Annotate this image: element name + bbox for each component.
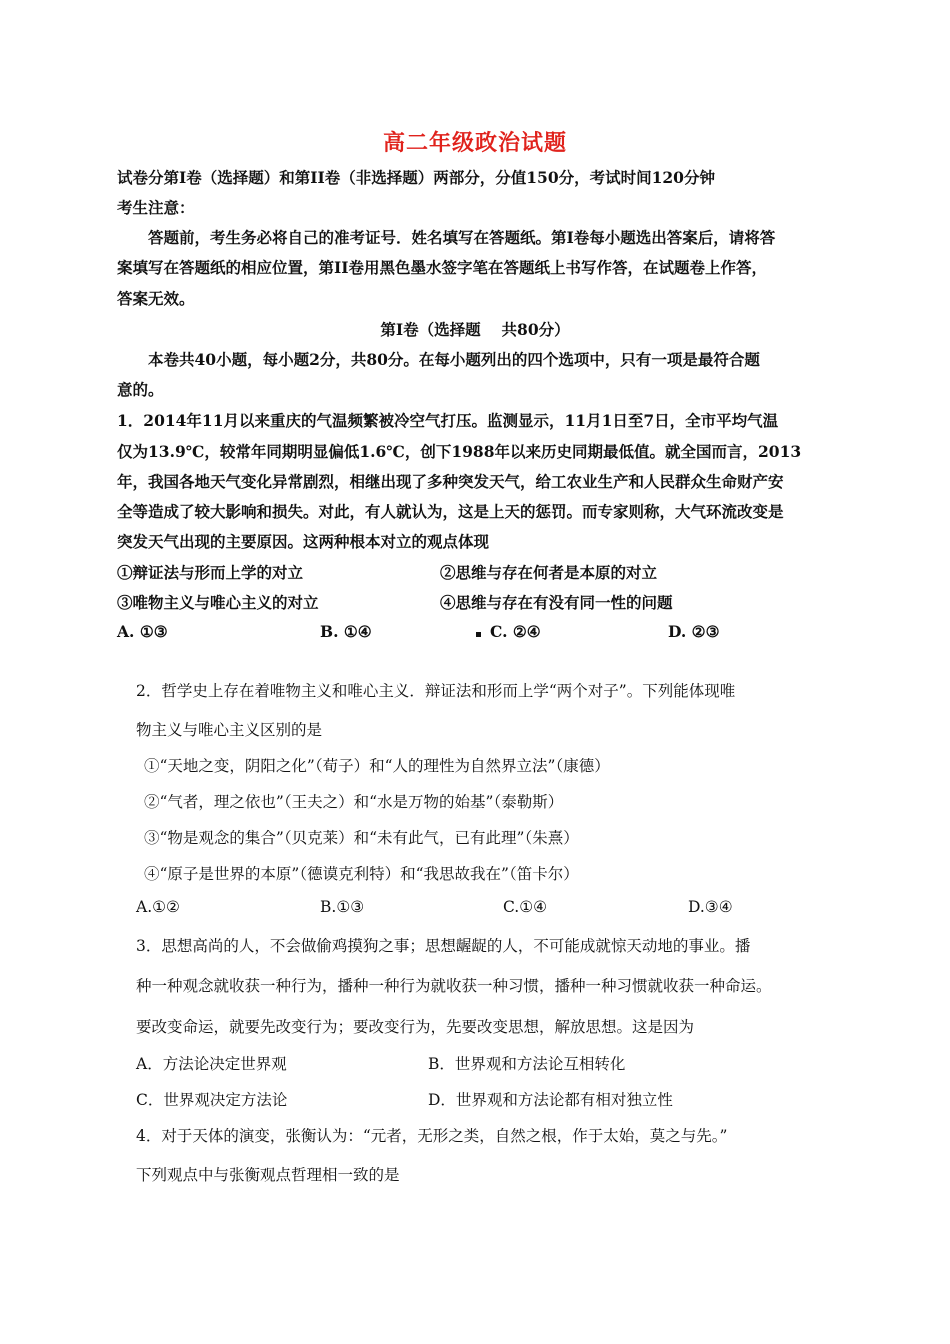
q2-option-c[interactable]: C.①④ [503,898,548,916]
q1-stem-line: 全等造成了较大影响和损失。对此，有人就认为，这是上天的惩罚。而专家则称，大气环流改变是 [117,502,784,521]
q2-stem-line: 物主义与唯心主义区别的是 [136,721,323,739]
q2-stem-line: 2．哲学史上存在着唯物主义和唯心主义．辩证法和形而上学“两个对子”。下列能体现唯 [136,682,736,700]
q1-stem-line: 仅为13.9℃，较常年同期明显偏低1.6℃，创下1988年以来历史同期最低值。就全国而言，2013 [117,442,802,461]
q3-stem-line: 种一种观念就收获一种行为，播种一种行为就收获一种习惯，播种一种习惯就收获一种命运。 [136,977,772,995]
q2-item: ②“气者，理之依也”（王夫之）和“水是万物的始基”（泰勒斯） [144,793,564,811]
page-title: 高二年级政治试题 [382,130,567,156]
q4-stem-line: 下列观点中与张衡观点哲理相一致的是 [136,1166,400,1184]
q1-item: ④思维与存在有没有同一性的问题 [440,593,673,612]
q2-option-b[interactable]: B.①③ [320,898,365,916]
q1-option-b[interactable]: B. ①④ [320,622,372,641]
q1-stem-line: 1．2014年11月以来重庆的气温频繁被冷空气打压。监测显示，11月1日至7日，全市平均气温 [117,411,779,430]
q2-item: ③“物是观念的集合”（贝克莱）和“未有此气，已有此理”（朱熹） [144,829,579,847]
notice-line: 答题前，考生务必将自己的准考证号．姓名填写在答题纸。第I卷每小题选出答案后，请将答 [148,228,776,247]
q1-item: ②思维与存在何者是本原的对立 [440,563,658,582]
q1-item: ①辩证法与形而上学的对立 [117,563,304,582]
notice-label: 考生注意： [117,198,195,217]
notice-line: 案填写在答题纸的相应位置，第II卷用黑色墨水签字笔在答题纸上书写作答，在试题卷上作答， [117,258,768,277]
q1-option-c[interactable]: C. ②④ [490,622,541,641]
section-desc: 意的。 [117,380,164,399]
q2-option-a[interactable]: A.①② [136,898,180,916]
q3-option-b[interactable]: B．世界观和方法论互相转化 [428,1055,626,1073]
q3-option-c[interactable]: C．世界观决定方法论 [136,1091,288,1109]
q2-item: ④“原子是世界的本原”（德谟克利特）和“我思故我在”（笛卡尔） [144,865,579,883]
q1-stem-line: 年，我国各地天气变化异常剧烈，相继出现了多种突发天气，给工农业生产和人民群众生命财产安 [117,472,784,491]
q3-option-a[interactable]: A．方法论决定世界观 [136,1055,287,1073]
exam-intro: 试卷分第I卷（选择题）和第II卷（非选择题）两部分，分值150分，考试时间120分钟 [117,168,715,187]
q1-option-a[interactable]: A. ①③ [117,622,168,641]
q3-stem-line: 3．思想高尚的人，不会做偷鸡摸狗之事；思想龌龊的人，不可能成就惊天动地的事业。播 [136,937,751,955]
q2-option-d[interactable]: D.③④ [688,898,733,916]
q2-item: ①“天地之变，阴阳之化”（荀子）和“人的理性为自然界立法”（康德） [144,757,610,775]
section-heading: 第I卷（选择题 共80分） [380,320,570,339]
stray-dot [476,632,481,637]
q4-stem-line: 4．对于天体的演变，张衡认为：“元者，无形之类，自然之根，作于太始，莫之与先。” [136,1127,728,1145]
q1-item: ③唯物主义与唯心主义的对立 [117,593,319,612]
q1-option-d[interactable]: D. ②③ [668,622,720,641]
section-desc: 本卷共40小题，每小题2分，共80分。在每小题列出的四个选项中，只有一项是最符合题 [148,350,760,369]
q3-option-d[interactable]: D．世界观和方法论都有相对独立性 [428,1091,673,1109]
q1-stem-line: 突发天气出现的主要原因。这两种根本对立的观点体现 [117,532,490,551]
notice-line: 答案无效。 [117,289,195,308]
q3-stem-line: 要改变命运，就要先改变行为；要改变行为，先要改变思想，解放思想。这是因为 [136,1018,695,1036]
